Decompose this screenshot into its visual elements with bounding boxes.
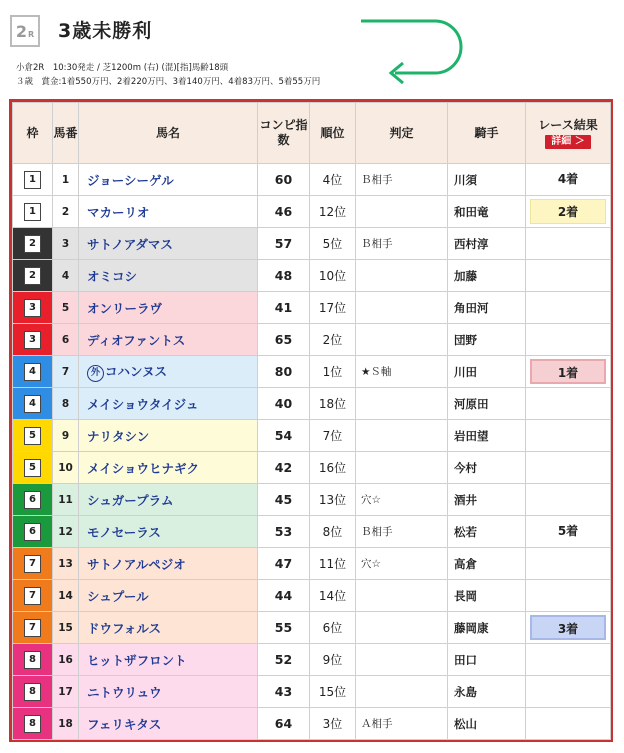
- waku-cell: [13, 420, 53, 452]
- waku-cell: [13, 644, 53, 676]
- jockey-cell: 河原田: [448, 388, 526, 420]
- table-row[interactable]: [13, 228, 611, 260]
- header-result-label: レース結果: [538, 117, 598, 132]
- index-cell: 44: [258, 580, 310, 612]
- waku-cell: [13, 484, 53, 516]
- result-value: [530, 582, 606, 607]
- rank-cell: 8位: [310, 516, 356, 548]
- horse-name-cell[interactable]: [79, 260, 258, 292]
- result-value: 5着: [557, 524, 579, 538]
- horse-name-cell[interactable]: [79, 516, 258, 548]
- result-cell: [526, 420, 611, 452]
- result-value: [530, 390, 606, 415]
- jockey-cell: 西村淳: [448, 228, 526, 260]
- waku-cell: [13, 708, 53, 740]
- result-value: [530, 422, 606, 447]
- table-header-row: [13, 103, 611, 164]
- race-info-line1: 小倉2R 10:30発走 / 芝1200m (右) (混)[指]馬齢18頭: [16, 63, 229, 73]
- table-row[interactable]: [13, 708, 611, 740]
- result-value: 1着: [530, 359, 606, 384]
- mark-cell: [356, 612, 448, 644]
- umaban-cell: 2: [53, 196, 79, 228]
- umaban-cell: 17: [53, 676, 79, 708]
- result-value: 3着: [530, 615, 606, 640]
- mark-cell: [356, 292, 448, 324]
- result-cell: [526, 612, 611, 644]
- horse-name[interactable]: シュプール: [87, 588, 149, 604]
- mark-cell: [356, 420, 448, 452]
- rank-cell: 1位: [310, 356, 356, 388]
- table-row[interactable]: [13, 452, 611, 484]
- waku-number: 4: [24, 395, 41, 413]
- jockey-cell: 松山: [448, 708, 526, 740]
- result-cell: [526, 228, 611, 260]
- index-cell: 80: [258, 356, 310, 388]
- table-row[interactable]: [13, 356, 611, 388]
- waku-cell: [13, 164, 53, 196]
- horse-name[interactable]: フェリキタス: [87, 716, 162, 732]
- waku-number: 7: [24, 587, 41, 605]
- index-cell: 45: [258, 484, 310, 516]
- mark-cell: [356, 644, 448, 676]
- index-cell: 53: [258, 516, 310, 548]
- horse-name[interactable]: サトノアルペジオ: [87, 556, 186, 572]
- rank-cell: 13位: [310, 484, 356, 516]
- waku-cell: [13, 356, 53, 388]
- waku-number: 8: [24, 683, 41, 701]
- horse-name[interactable]: サトノアダマス: [87, 236, 173, 252]
- waku-cell: [13, 228, 53, 260]
- horse-name-cell[interactable]: [79, 292, 258, 324]
- index-cell: 42: [258, 452, 310, 484]
- umaban-cell: 15: [53, 612, 79, 644]
- entries-table: [12, 102, 611, 740]
- umaban-cell: 10: [53, 452, 79, 484]
- rank-cell: 17位: [310, 292, 356, 324]
- horse-name-cell[interactable]: [79, 708, 258, 740]
- horse-name-cell[interactable]: [79, 484, 258, 516]
- table-row[interactable]: [13, 484, 611, 516]
- table-row[interactable]: [13, 164, 611, 196]
- mark-cell: [356, 324, 448, 356]
- waku-cell: [13, 260, 53, 292]
- result-cell: [526, 484, 611, 516]
- horse-name-cell[interactable]: [79, 356, 258, 388]
- jockey-cell: 川須: [448, 164, 526, 196]
- mark-cell: Ｂ相手: [356, 228, 448, 260]
- horse-name-cell[interactable]: [79, 644, 258, 676]
- horse-name[interactable]: モノセーラス: [87, 524, 161, 540]
- result-value: [530, 262, 606, 287]
- waku-cell: [13, 676, 53, 708]
- waku-number: 5: [24, 427, 41, 445]
- umaban-cell: 11: [53, 484, 79, 516]
- umaban-cell: 18: [53, 708, 79, 740]
- index-cell: 41: [258, 292, 310, 324]
- umaban-cell: 14: [53, 580, 79, 612]
- result-cell: [526, 292, 611, 324]
- horse-name[interactable]: ニトウリュウ: [87, 684, 162, 700]
- rank-cell: 7位: [310, 420, 356, 452]
- umaban-cell: 7: [53, 356, 79, 388]
- result-value: [530, 326, 606, 351]
- result-value: 4着: [557, 172, 579, 186]
- table-row[interactable]: [13, 420, 611, 452]
- result-value: 2着: [530, 199, 606, 224]
- header-name: 馬名: [79, 103, 258, 164]
- umaban-cell: 5: [53, 292, 79, 324]
- table-row[interactable]: [13, 260, 611, 292]
- table-row[interactable]: [13, 516, 611, 548]
- horse-name[interactable]: オンリーラヴ: [87, 300, 163, 316]
- waku-number: 3: [24, 331, 41, 349]
- waku-cell: [13, 292, 53, 324]
- waku-number: 2: [24, 267, 41, 285]
- waku-number: 4: [24, 363, 41, 381]
- index-cell: 54: [258, 420, 310, 452]
- rank-cell: 12位: [310, 196, 356, 228]
- jockey-cell: 田口: [448, 644, 526, 676]
- mark-cell: [356, 580, 448, 612]
- result-value: [530, 710, 606, 735]
- result-value: [530, 550, 606, 575]
- jockey-cell: 和田竜: [448, 196, 526, 228]
- result-value: [530, 646, 606, 671]
- horse-name-cell[interactable]: [79, 164, 258, 196]
- mark-cell: 穴☆: [356, 484, 448, 516]
- rank-cell: 2位: [310, 324, 356, 356]
- header-jockey: 騎手: [448, 103, 526, 164]
- horse-name[interactable]: コハンヌス: [105, 363, 168, 379]
- header-mark: 判定: [356, 103, 448, 164]
- horse-name[interactable]: マカーリオ: [87, 204, 150, 220]
- table-row[interactable]: [13, 548, 611, 580]
- waku-number: 7: [24, 555, 41, 573]
- rank-cell: 4位: [310, 164, 356, 196]
- mark-cell: ★Ｓ軸: [356, 356, 448, 388]
- horse-name-cell[interactable]: [79, 676, 258, 708]
- jockey-cell: 今村: [448, 452, 526, 484]
- rank-cell: 5位: [310, 228, 356, 260]
- result-cell: [526, 676, 611, 708]
- foreign-horse-icon: 外: [87, 365, 104, 382]
- waku-cell: [13, 324, 53, 356]
- index-cell: 57: [258, 228, 310, 260]
- waku-number: 3: [24, 299, 41, 317]
- index-cell: 55: [258, 612, 310, 644]
- horse-name-cell[interactable]: [79, 420, 258, 452]
- race-info: [16, 61, 320, 89]
- waku-cell: [13, 196, 53, 228]
- table-row[interactable]: [13, 580, 611, 612]
- waku-number: 8: [24, 715, 41, 733]
- table-row[interactable]: [13, 292, 611, 324]
- result-value: [530, 294, 606, 319]
- index-cell: 46: [258, 196, 310, 228]
- result-cell: [526, 388, 611, 420]
- result-value: [530, 230, 606, 255]
- mark-cell: [356, 196, 448, 228]
- race-title: 3歳未勝利: [58, 20, 153, 42]
- result-cell: [526, 452, 611, 484]
- rank-cell: 3位: [310, 708, 356, 740]
- horse-name-cell[interactable]: [79, 612, 258, 644]
- waku-number: 1: [24, 171, 41, 189]
- umaban-cell: 3: [53, 228, 79, 260]
- header-result: [526, 103, 611, 164]
- horse-name[interactable]: ドウフォルス: [87, 620, 162, 636]
- mark-cell: [356, 676, 448, 708]
- result-cell: [526, 580, 611, 612]
- jockey-cell: 藤岡康: [448, 612, 526, 644]
- umaban-cell: 6: [53, 324, 79, 356]
- waku-cell: [13, 548, 53, 580]
- result-cell: [526, 356, 611, 388]
- result-cell: [526, 516, 611, 548]
- race-number: 2: [15, 21, 27, 41]
- waku-number: 6: [24, 491, 41, 509]
- umaban-cell: 1: [53, 164, 79, 196]
- mark-cell: [356, 388, 448, 420]
- horse-name-cell[interactable]: [79, 324, 258, 356]
- horse-name-cell[interactable]: [79, 228, 258, 260]
- waku-cell: [13, 388, 53, 420]
- jockey-cell: 団野: [448, 324, 526, 356]
- horse-name-cell[interactable]: [79, 548, 258, 580]
- jockey-cell: 岩田望: [448, 420, 526, 452]
- umaban-cell: 9: [53, 420, 79, 452]
- header-rank: 順位: [310, 103, 356, 164]
- table-row[interactable]: [13, 676, 611, 708]
- rank-cell: 6位: [310, 612, 356, 644]
- race-number-badge: [10, 15, 40, 47]
- rank-cell: 11位: [310, 548, 356, 580]
- horse-name[interactable]: ナリタシン: [87, 428, 150, 444]
- waku-cell: [13, 580, 53, 612]
- waku-number: 2: [24, 235, 41, 253]
- race-info-line2: ３歳 賞金:1着550万円、2着220万円、3着140万円、4着83万円、5着55万円: [16, 77, 321, 87]
- rank-cell: 14位: [310, 580, 356, 612]
- table-row[interactable]: [13, 388, 611, 420]
- rank-cell: 9位: [310, 644, 356, 676]
- waku-cell: [13, 452, 53, 484]
- index-cell: 43: [258, 676, 310, 708]
- index-cell: 64: [258, 708, 310, 740]
- horse-name[interactable]: ヒットザフロント: [87, 652, 187, 668]
- mark-cell: 穴☆: [356, 548, 448, 580]
- rank-cell: 16位: [310, 452, 356, 484]
- horse-name-cell[interactable]: [79, 452, 258, 484]
- jockey-cell: 長岡: [448, 580, 526, 612]
- horse-name[interactable]: ディオファントス: [87, 332, 186, 348]
- horse-name[interactable]: メイショウヒナギク: [87, 460, 200, 476]
- waku-cell: [13, 516, 53, 548]
- header-waku: 枠: [13, 103, 53, 164]
- detail-button[interactable]: 詳細 ＞: [545, 135, 590, 149]
- umaban-cell: 16: [53, 644, 79, 676]
- rank-cell: 15位: [310, 676, 356, 708]
- index-cell: 60: [258, 164, 310, 196]
- horse-name-cell[interactable]: [79, 388, 258, 420]
- jockey-cell: 高倉: [448, 548, 526, 580]
- horse-name-cell[interactable]: [79, 580, 258, 612]
- index-cell: 47: [258, 548, 310, 580]
- waku-number: 7: [24, 619, 41, 637]
- index-cell: 48: [258, 260, 310, 292]
- table-row[interactable]: [13, 324, 611, 356]
- index-cell: 40: [258, 388, 310, 420]
- result-cell: [526, 196, 611, 228]
- mark-cell: Ｂ相手: [356, 164, 448, 196]
- rank-cell: 18位: [310, 388, 356, 420]
- waku-cell: [13, 612, 53, 644]
- index-cell: 65: [258, 324, 310, 356]
- result-cell: [526, 164, 611, 196]
- result-cell: [526, 548, 611, 580]
- mark-cell: Ｂ相手: [356, 516, 448, 548]
- table-row[interactable]: [13, 644, 611, 676]
- header-umaban: 馬番: [53, 103, 79, 164]
- jockey-cell: 角田河: [448, 292, 526, 324]
- umaban-cell: 4: [53, 260, 79, 292]
- result-cell: [526, 708, 611, 740]
- horse-name[interactable]: シュガープラム: [87, 492, 174, 508]
- race-number-suffix: R: [27, 30, 35, 39]
- waku-number: 8: [24, 651, 41, 669]
- mark-cell: Ａ相手: [356, 708, 448, 740]
- table-row[interactable]: [13, 612, 611, 644]
- waku-number: 5: [24, 459, 41, 477]
- result-value: [530, 678, 606, 703]
- result-cell: [526, 644, 611, 676]
- index-cell: 52: [258, 644, 310, 676]
- mark-cell: [356, 452, 448, 484]
- horse-name[interactable]: オミコシ: [87, 268, 138, 284]
- jockey-cell: 酒井: [448, 484, 526, 516]
- table-row[interactable]: [13, 196, 611, 228]
- waku-number: 6: [24, 523, 41, 541]
- waku-number: 1: [24, 203, 41, 221]
- jockey-cell: 加藤: [448, 260, 526, 292]
- jockey-cell: 永島: [448, 676, 526, 708]
- return-arrow-icon[interactable]: [355, 14, 465, 84]
- mark-cell: [356, 260, 448, 292]
- horse-name[interactable]: メイショウタイジュ: [87, 396, 199, 412]
- header-index: コンピ指数: [258, 103, 310, 164]
- umaban-cell: 13: [53, 548, 79, 580]
- horse-name-cell[interactable]: [79, 196, 258, 228]
- result-value: [530, 486, 606, 511]
- jockey-cell: 松若: [448, 516, 526, 548]
- rank-cell: 10位: [310, 260, 356, 292]
- result-value: [530, 454, 606, 479]
- umaban-cell: 8: [53, 388, 79, 420]
- jockey-cell: 川田: [448, 356, 526, 388]
- horse-name[interactable]: ジョーシーゲル: [87, 172, 174, 188]
- result-cell: [526, 324, 611, 356]
- result-cell: [526, 260, 611, 292]
- umaban-cell: 12: [53, 516, 79, 548]
